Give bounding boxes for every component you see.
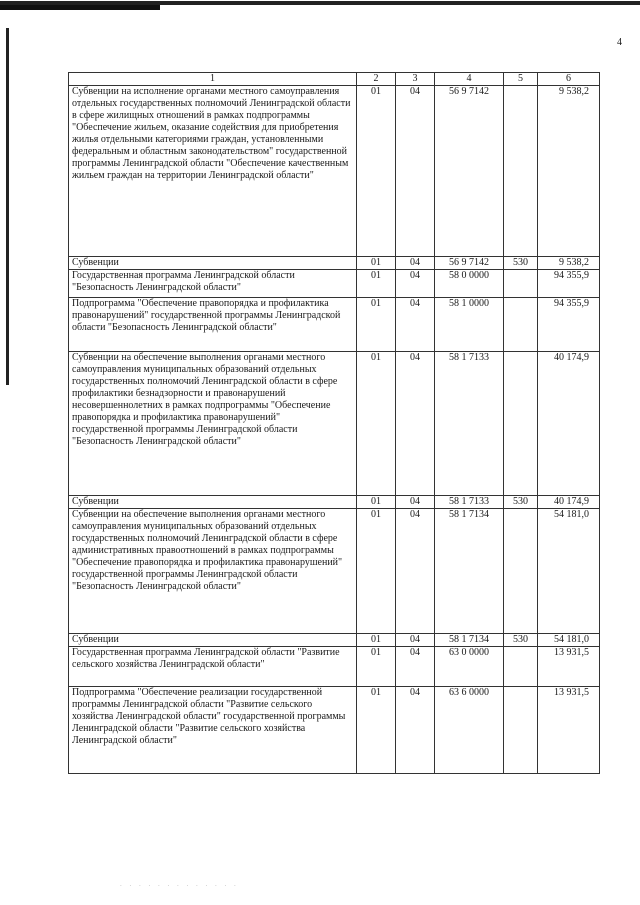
row-amount: 40 174,9 xyxy=(538,496,600,509)
row-target-code: 56 9 7142 xyxy=(435,86,504,257)
row-subsection: 04 xyxy=(396,509,435,634)
row-expense-type: 530 xyxy=(504,634,538,647)
row-amount: 94 355,9 xyxy=(538,298,600,352)
row-section: 01 xyxy=(357,634,396,647)
row-section: 01 xyxy=(357,687,396,774)
row-subsection: 04 xyxy=(396,270,435,298)
row-name: Подпрограмма "Обеспечение реализации государственной программы Ленинградской области "Развитие сельского хозяйства Ленинградской области" государственной программы Ленинградской области "Развитие сельского хозяйства Ленинградской области" xyxy=(69,687,357,774)
row-expense-type xyxy=(504,647,538,687)
row-section: 01 xyxy=(357,257,396,270)
table-row xyxy=(69,634,600,647)
row-target-code: 58 1 7134 xyxy=(435,634,504,647)
row-amount: 94 355,9 xyxy=(538,270,600,298)
row-name: Субвенции на обеспечение выполнения органами местного самоуправления муниципальных образований отдельных государственных полномочий Ленинградской области в сфере административных правоотношений в рамках подпрограммы "Обеспечение правопорядка и профилактика правонарушений" государственной программы Ленинградской области "Безопасность Ленинградской области" xyxy=(69,509,357,634)
table-row xyxy=(69,352,600,496)
row-amount: 9 538,2 xyxy=(538,257,600,270)
row-target-code: 58 0 0000 xyxy=(435,270,504,298)
row-subsection: 04 xyxy=(396,496,435,509)
budget-table xyxy=(68,72,600,774)
row-name: Государственная программа Ленинградской области "Развитие сельского хозяйства Ленинградской области" xyxy=(69,647,357,687)
row-expense-type: 530 xyxy=(504,257,538,270)
page-number: 4 xyxy=(617,37,622,48)
row-amount: 13 931,5 xyxy=(538,647,600,687)
row-section: 01 xyxy=(357,298,396,352)
row-name: Подпрограмма "Обеспечение правопорядка и профилактика правонарушений" государственной программы Ленинградской области "Безопасность Ленинградской области" xyxy=(69,298,357,352)
row-amount: 54 181,0 xyxy=(538,509,600,634)
scan-edge-top xyxy=(0,0,640,12)
row-expense-type xyxy=(504,352,538,496)
row-section: 01 xyxy=(357,352,396,496)
header-col-2: 2 xyxy=(357,73,396,86)
row-subsection: 04 xyxy=(396,634,435,647)
table-row xyxy=(69,647,600,687)
row-section: 01 xyxy=(357,86,396,257)
table-row xyxy=(69,257,600,270)
row-subsection: 04 xyxy=(396,298,435,352)
row-target-code: 58 1 0000 xyxy=(435,298,504,352)
row-section: 01 xyxy=(357,270,396,298)
row-target-code: 63 0 0000 xyxy=(435,647,504,687)
row-target-code: 58 1 7133 xyxy=(435,496,504,509)
row-expense-type xyxy=(504,687,538,774)
row-section: 01 xyxy=(357,509,396,634)
table-header-row xyxy=(69,73,600,86)
row-name: Государственная программа Ленинградской области "Безопасность Ленинградской области" xyxy=(69,270,357,298)
table-row xyxy=(69,298,600,352)
row-subsection: 04 xyxy=(396,257,435,270)
row-amount: 13 931,5 xyxy=(538,687,600,774)
table-row xyxy=(69,687,600,774)
header-col-5: 5 xyxy=(504,73,538,86)
row-name: Субвенции xyxy=(69,496,357,509)
row-amount: 54 181,0 xyxy=(538,634,600,647)
row-expense-type xyxy=(504,86,538,257)
row-expense-type xyxy=(504,270,538,298)
row-target-code: 58 1 7133 xyxy=(435,352,504,496)
row-amount: 9 538,2 xyxy=(538,86,600,257)
row-target-code: 56 9 7142 xyxy=(435,257,504,270)
header-col-6: 6 xyxy=(538,73,600,86)
row-name: Субвенции xyxy=(69,257,357,270)
header-col-3: 3 xyxy=(396,73,435,86)
row-target-code: 63 6 0000 xyxy=(435,687,504,774)
row-amount: 40 174,9 xyxy=(538,352,600,496)
row-name: Субвенции xyxy=(69,634,357,647)
table-row xyxy=(69,270,600,298)
row-section: 01 xyxy=(357,647,396,687)
header-col-1: 1 xyxy=(69,73,357,86)
scan-edge-left xyxy=(6,28,9,385)
header-col-4: 4 xyxy=(435,73,504,86)
row-name: Субвенции на исполнение органами местного самоуправления отдельных государственных полномочий Ленинградской области в сфере жилищных отношений в рамках подпрограммы "Обеспечение жильем, оказание содействия для приобретения жилья отдельными категориями граждан, установленными федеральным и областным законодательством" государственной программы Ленинградской области "Обеспечение качественным жильем граждан на территории Ленинградской области" xyxy=(69,86,357,257)
row-subsection: 04 xyxy=(396,687,435,774)
row-expense-type xyxy=(504,298,538,352)
table-row xyxy=(69,509,600,634)
row-name: Субвенции на обеспечение выполнения органами местного самоуправления муниципальных образований отдельных государственных полномочий Ленинградской области в сфере профилактики безнадзорности и правонарушений несовершеннолетних в рамках подпрограммы "Обеспечение правопорядка и профилактика правонарушений" государственной программы Ленинградской области "Безопасность Ленинградской области" xyxy=(69,352,357,496)
row-target-code: 58 1 7134 xyxy=(435,509,504,634)
table-row xyxy=(69,86,600,257)
scan-noise: . . . . . . . . . . . . . xyxy=(120,880,239,888)
table-row xyxy=(69,496,600,509)
row-subsection: 04 xyxy=(396,352,435,496)
row-expense-type xyxy=(504,509,538,634)
row-section: 01 xyxy=(357,496,396,509)
row-subsection: 04 xyxy=(396,647,435,687)
row-expense-type: 530 xyxy=(504,496,538,509)
row-subsection: 04 xyxy=(396,86,435,257)
